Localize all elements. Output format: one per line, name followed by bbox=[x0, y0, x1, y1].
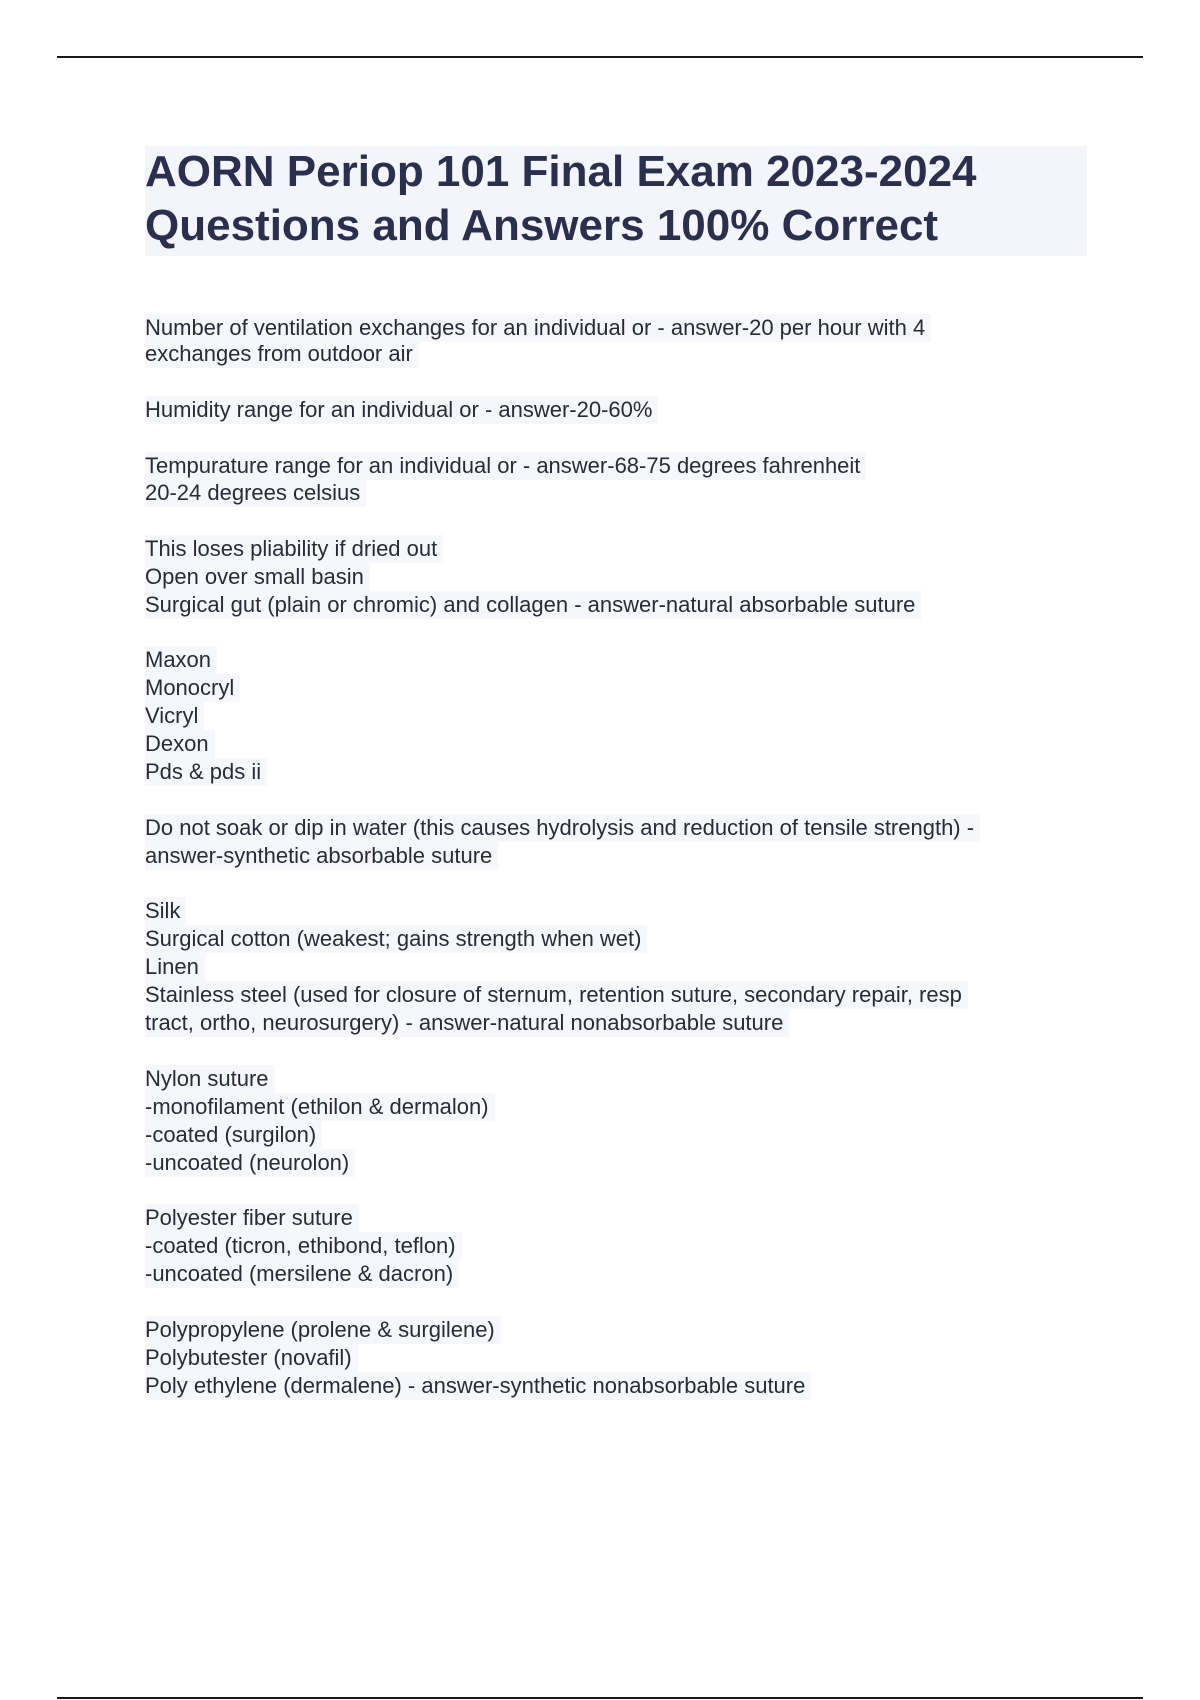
qa-item-7-line: Linen bbox=[145, 953, 205, 981]
qa-item-10-line: Poly ethylene (dermalene) - answer-synthetic nonabsorbable suture bbox=[145, 1372, 811, 1400]
qa-item-5-line: Vicryl bbox=[145, 702, 204, 730]
title-line: Questions and Answers 100% Correct bbox=[145, 201, 939, 250]
qa-item-9-line: -uncoated (mersilene & dacron) bbox=[145, 1260, 459, 1288]
qa-item-7-line: tract, ortho, neurosurgery) - answer-natural nonabsorbable suture bbox=[145, 1009, 789, 1037]
qa-item-8-line: -uncoated (neurolon) bbox=[145, 1149, 355, 1177]
qa-item-1-line: exchanges from outdoor air bbox=[145, 340, 419, 368]
qa-item-5-line: Monocryl bbox=[145, 674, 240, 702]
qa-item-5-line: Pds & pds ii bbox=[145, 758, 267, 786]
qa-item-7-line: Surgical cotton (weakest; gains strength when wet) bbox=[145, 925, 647, 953]
qa-item-6-line: Do not soak or dip in water (this causes hydrolysis and reduction of tensile strength) - bbox=[145, 814, 980, 842]
header-rule bbox=[57, 56, 1143, 58]
qa-item-9-line: -coated (ticron, ethibond, teflon) bbox=[145, 1232, 462, 1260]
qa-item-9-line: Polyester fiber suture bbox=[145, 1204, 359, 1232]
footer-rule bbox=[57, 1697, 1143, 1699]
qa-item-8-line: -coated (surgilon) bbox=[145, 1121, 322, 1149]
qa-item-5-line: Maxon bbox=[145, 646, 217, 674]
qa-item-6-line: answer-synthetic absorbable suture bbox=[145, 842, 498, 870]
title-line: AORN Periop 101 Final Exam 2023-2024 bbox=[145, 147, 977, 196]
qa-item-4-line: Surgical gut (plain or chromic) and collagen - answer-natural absorbable suture bbox=[145, 591, 921, 619]
qa-item-7-line: Stainless steel (used for closure of sternum, retention suture, secondary repair, resp bbox=[145, 981, 968, 1009]
qa-item-1-line: Number of ventilation exchanges for an individual or - answer-20 per hour with 4 bbox=[145, 314, 931, 342]
qa-item-2-line: Humidity range for an individual or - answer-20-60% bbox=[145, 396, 658, 424]
qa-item-10-line: Polybutester (novafil) bbox=[145, 1344, 358, 1372]
qa-item-8-line: -monofilament (ethilon & dermalon) bbox=[145, 1093, 495, 1121]
qa-item-4-line: Open over small basin bbox=[145, 563, 370, 591]
qa-item-7-line: Silk bbox=[145, 897, 186, 925]
qa-item-4-line: This loses pliability if dried out bbox=[145, 535, 443, 563]
document-title bbox=[145, 146, 1087, 256]
qa-item-8-line: Nylon suture bbox=[145, 1065, 275, 1093]
qa-item-5-line: Dexon bbox=[145, 730, 215, 758]
qa-item-3-line: Tempurature range for an individual or - answer-68-75 degrees fahrenheit bbox=[145, 452, 866, 480]
qa-item-3-line: 20-24 degrees celsius bbox=[145, 479, 366, 507]
qa-item-10-line: Polypropylene (prolene & surgilene) bbox=[145, 1316, 501, 1344]
